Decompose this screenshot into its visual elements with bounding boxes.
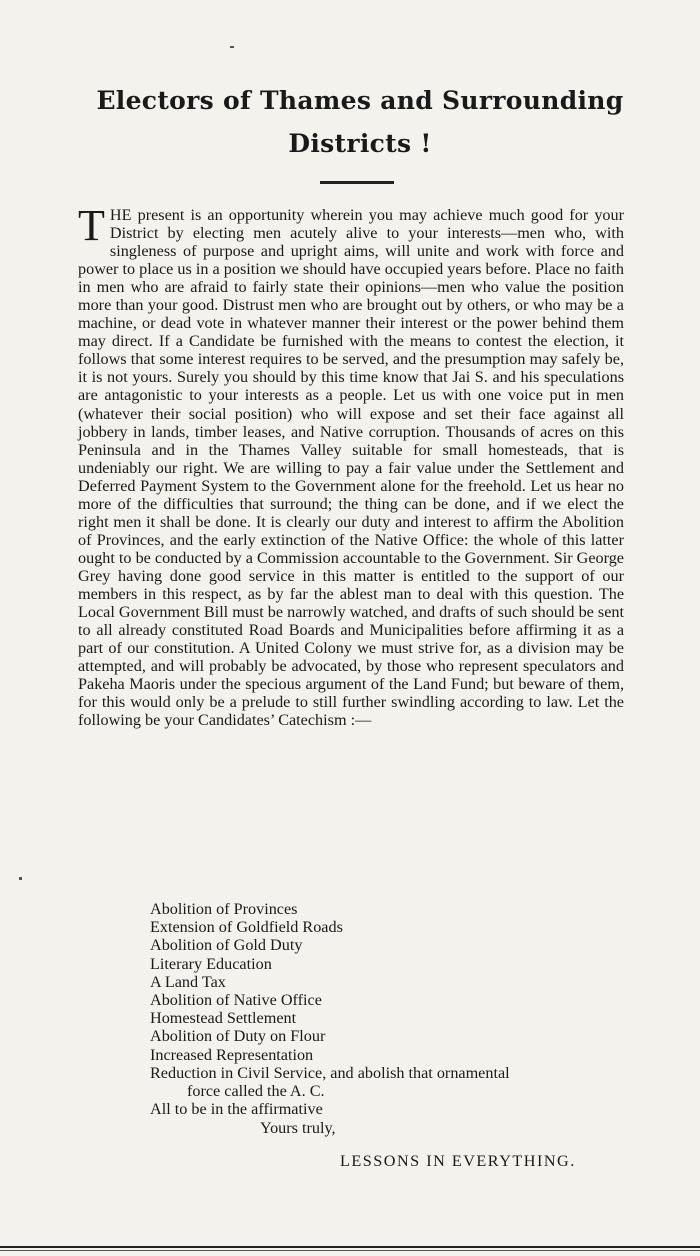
page-bottom-rule-thin — [0, 1250, 700, 1251]
catechism-item: Increased Representation — [150, 1045, 314, 1064]
catechism-item: A Land Tax — [150, 972, 226, 991]
catechism-item-affirmative: All to be in the affirmative — [150, 1100, 323, 1119]
print-speck — [19, 877, 22, 880]
headline-divider — [320, 181, 394, 184]
signature: LESSONS IN EVERYTHING. — [340, 1152, 576, 1170]
article-text: HE present is an opportunity wherein you may achieve much good for your District by electing men acutely alive to your interests—men who, with singleness of purpose and upright aims, will unite and work with force and power to place us in a position we should have occupied years before. Place no faith in men who are afraid to fairly state their opinions—men who value the position more than your good. Distrust men who are brought out by others, or who may be a machine, or dead vote in whatever manner their interest or the power behind them may direct. If a Candidate be furnished with the means to contest the election, it follows that some interest requires to be served, and the presumption may safely be, it is not yours. Surely you should by this time know that Jai S. and his speculations are antagonistic to your interests as a people. Let us with one voice put in men (whatever their social position) who will expose and set their face against all jobbery in lands, timber leases, and Native corruption. Thousands of acres on this Peninsula and in the Thames Valley suitable for small homesteads, that is undeniably our right. We are willing to pay a fair value under the Settlement and Deferred Payment System to the Government alone for the freehold. Let us hear no more of the difficulties that surround; the thing can be done, and if we elect the right men it shall be done. It is clearly our duty and interest to affirm the Abolition of Provinces, and the early extinction of the Native Office: the whole of this latter ought to be conducted by a Commission accountable to the Government. Sir George Grey having done good service in this matter is entitled to the support of our members in this respect, as by far the ablest man to deal with this question. The Local Government Bill must be narrowly watched, and drafts of such should be sent to all already constituted Road Boards and Municipalities before affirming it as a part of our constitution. A United Colony we must strive for, as a division may be attempted, and will probably be advocated, by those who represent speculators and Pakeha Maoris under the specious argument of the Land Fund; but beware of them, for this would only be a prelude to still further swindling according to law. Let the following be your Candidates’ Catechism :— — [78, 206, 624, 730]
catechism-item: Extension of Goldfield Roads — [150, 918, 343, 937]
candidates-catechism-list — [150, 900, 630, 1118]
page-bottom-rule — [0, 1246, 700, 1248]
catechism-item-line: Reduction in Civil Service, and abolish that ornamental — [150, 1063, 510, 1082]
drop-cap: T — [78, 201, 105, 250]
catechism-item: Literary Education — [150, 954, 272, 973]
article-body — [78, 201, 624, 730]
print-speck — [230, 46, 234, 48]
headline-line-2: Districts ! — [288, 129, 432, 158]
catechism-item: Abolition of Provinces — [150, 900, 298, 918]
catechism-item: Homestead Settlement — [150, 1009, 297, 1028]
closing-salutation: Yours truly, — [260, 1119, 336, 1137]
catechism-item-civil-service — [150, 1064, 630, 1100]
catechism-item: Abolition of Gold Duty — [150, 936, 303, 955]
catechism-item: Abolition of Native Office — [150, 991, 322, 1010]
catechism-item-continuation: force called the A. C. — [187, 1082, 325, 1101]
headline-line-1: Electors of Thames and Surrounding — [96, 86, 624, 115]
catechism-item: Abolition of Duty on Flour — [150, 1027, 326, 1046]
